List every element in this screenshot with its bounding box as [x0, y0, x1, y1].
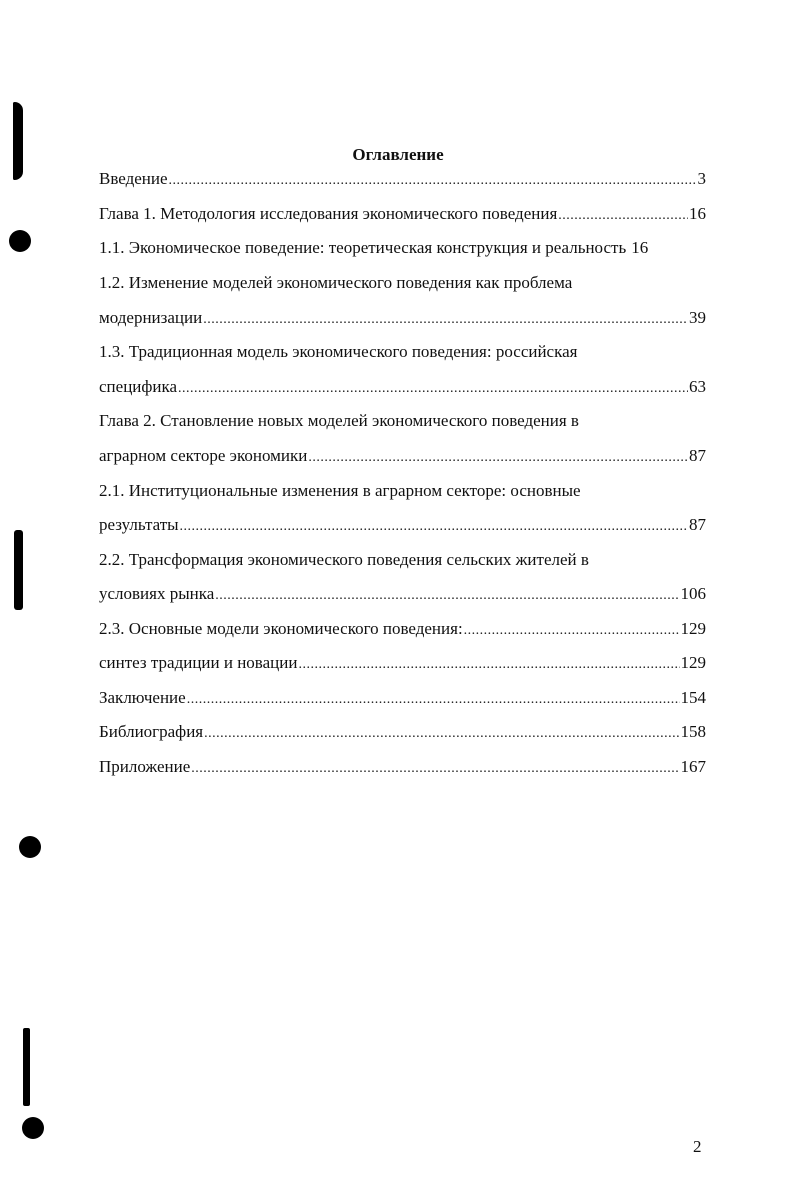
scan-margin-mark: [14, 530, 23, 610]
toc-entry-first-line: 1.3. Традиционная модель экономического поведения: российская: [99, 342, 578, 361]
toc-entry: [99, 514, 706, 536]
toc-leader-dots: [204, 723, 679, 745]
page-number: 2: [693, 1137, 702, 1156]
toc-entry-text: Введение: [99, 169, 168, 188]
toc-leader-dots: [308, 447, 688, 469]
toc-entry-first-line: Глава 2. Становление новых моделей экономического поведения в: [99, 411, 579, 430]
toc-entry: [99, 687, 706, 709]
toc-entry-page: 87: [689, 515, 706, 534]
binder-hole-mark: [22, 1117, 44, 1139]
toc-entry-page: 167: [680, 757, 706, 776]
toc-leader-dots: [180, 516, 688, 538]
binder-hole-mark: [9, 230, 31, 252]
toc-entry-page: 63: [689, 377, 706, 396]
scan-margin-mark: [23, 1028, 30, 1106]
toc-entry-page: 129: [680, 653, 706, 672]
toc-entry: [99, 583, 706, 605]
toc-entry-text: специфика: [99, 377, 178, 396]
toc-entry: [99, 307, 706, 329]
toc-leader-dots: [203, 309, 688, 331]
toc-entry-page: 129: [680, 619, 706, 638]
toc-entry-text: 1.1. Экономическое поведение: теоретическая конструкция и реальность: [99, 238, 627, 257]
toc-leader-dots: [187, 689, 680, 711]
toc-leader-dots: [215, 585, 679, 607]
toc-entry-text: Глава 1. Методология исследования экономического поведения: [99, 204, 558, 223]
toc-leader-dots: [191, 758, 679, 780]
toc-entry-page: 3: [697, 169, 706, 188]
toc-entry: [99, 237, 706, 259]
toc-entry-text: синтез традиции и новации: [99, 653, 298, 672]
toc-leader-dots: [464, 620, 680, 642]
toc-entry-page: 16: [631, 238, 649, 257]
scan-margin-mark: [13, 102, 23, 180]
toc-entry: [99, 756, 706, 778]
toc-entry: [99, 721, 706, 743]
toc-entry-text: условиях рынка: [99, 584, 215, 603]
toc-title: Оглавление: [352, 145, 444, 164]
binder-hole-mark: [19, 836, 41, 858]
toc-entry-page: 16: [689, 204, 706, 223]
toc-entry-page: 154: [680, 688, 706, 707]
toc-entry: [99, 203, 706, 225]
toc-entry-page: 39: [689, 308, 706, 327]
toc-entry-page: 87: [689, 446, 706, 465]
toc-entry: [99, 445, 706, 467]
toc-entry: [99, 168, 706, 190]
toc-leader-dots: [558, 205, 688, 227]
toc-entry: [99, 618, 706, 640]
toc-entry-text: Заключение: [99, 688, 186, 707]
toc-entry-text: модернизации: [99, 308, 203, 327]
toc-entry-page: 158: [680, 722, 706, 741]
toc-entry-text: результаты: [99, 515, 179, 534]
toc-leader-dots: [178, 378, 688, 400]
toc-entry: [99, 652, 706, 674]
toc-leader-dots: [169, 170, 697, 192]
toc-entry: [99, 376, 706, 398]
toc-entry-text: Библиография: [99, 722, 204, 741]
toc-entry-text: 2.3. Основные модели экономического поведения:: [99, 619, 463, 638]
toc-entry-first-line: 2.2. Трансформация экономического поведения сельских жителей в: [99, 550, 589, 569]
toc-entry-first-line: 1.2. Изменение моделей экономического поведения как проблема: [99, 273, 573, 292]
toc-leader-dots: [298, 654, 679, 676]
toc-entry-page: 106: [680, 584, 706, 603]
toc-entry-text: аграрном секторе экономики: [99, 446, 308, 465]
toc-entry-first-line: 2.1. Институциональные изменения в аграрном секторе: основные: [99, 481, 581, 500]
toc-entry-text: Приложение: [99, 757, 191, 776]
